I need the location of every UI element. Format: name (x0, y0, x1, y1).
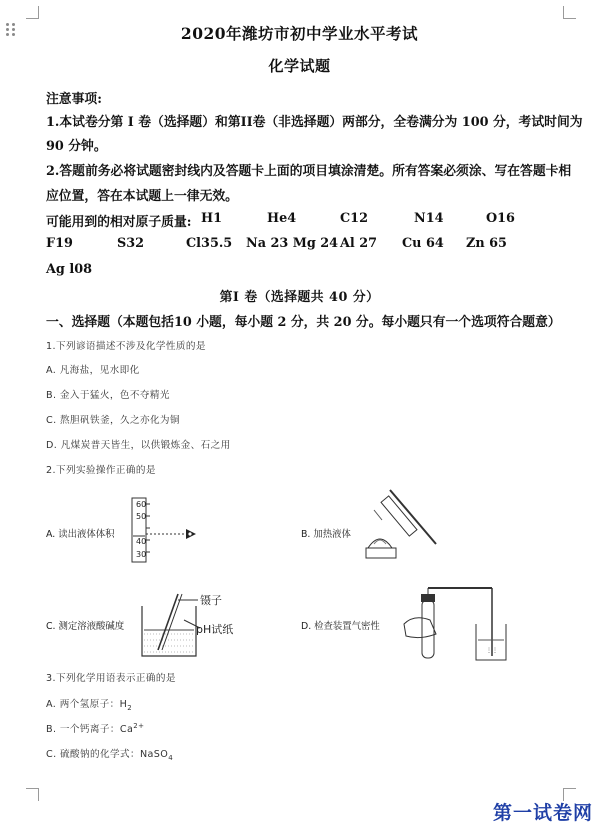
atomic-mass-zn: Zn 65 (466, 236, 507, 251)
question-2-option-a: A. 读出液体体积 (46, 529, 115, 540)
atomic-mass-c: C12 (340, 211, 368, 226)
question-2-stem: 2.下列实验操作正确的是 (46, 465, 156, 476)
note1-line1: 1.本试卷分第 I 卷（选择题）和第II卷（非选择题）两部分，全卷满分为 100 分，考试时间为 (46, 115, 583, 130)
subscript-2: 2 (127, 703, 133, 712)
question-2-option-c: C. 测定溶液酸碱度 (46, 621, 125, 632)
question-1-option-d: D. 凡煤炭普天皆生，以供锻炼金、石之用 (46, 440, 231, 451)
atomic-mass-h: H1 (201, 211, 222, 226)
crop-mark-top-right (563, 6, 576, 19)
question-2-option-d: D. 检查装置气密性 (301, 621, 380, 632)
cylinder-tick-50: 50 (136, 512, 147, 521)
crop-mark-bottom-left (26, 788, 39, 801)
question-2-option-b: B. 加热液体 (301, 529, 351, 540)
section-title: 第I 卷（选择题共 40 分） (219, 290, 380, 305)
note2-line2: 应位置，答在本试题上一律无效。 (46, 189, 238, 204)
atomic-mass-cu: Cu 64 (402, 236, 444, 251)
ph-paper-label: pH试纸 (196, 623, 234, 636)
question-1-option-a: A. 凡海盐，见水即化 (46, 365, 140, 376)
watermark-logo: 第一试卷网 (492, 802, 593, 824)
tweezers-label: 镊子 (200, 594, 222, 607)
cylinder-tick-60: 60 (136, 500, 147, 509)
airtightness-check-figure (400, 584, 510, 668)
svg-text:⋮⋮: ⋮⋮ (486, 647, 498, 654)
notes-heading: 注意事项: (46, 92, 102, 107)
heating-liquid-figure (360, 486, 450, 566)
crop-mark-top-left (26, 6, 39, 19)
question-3-option-b-text: B. 一个钙离子：Ca (46, 724, 134, 735)
question-1-option-b: B. 金入于猛火，色不夺精光 (46, 390, 170, 401)
cylinder-tick-30: 30 (136, 550, 147, 559)
question-1-option-c: C. 熬胆矾铁釜，久之亦化为铜 (46, 415, 180, 426)
question-3-option-c (46, 746, 173, 762)
atomic-mass-ag: Ag l08 (46, 262, 93, 277)
atomic-mass-s: S32 (117, 236, 145, 251)
atomic-mass-label: 可能用到的相对原子质量: (46, 215, 192, 230)
atomic-mass-n: N14 (414, 211, 444, 226)
note1-line2: 90 分钟。 (46, 139, 107, 154)
atomic-mass-f: F19 (46, 236, 73, 251)
atomic-mass-na-mg: Na 23 Mg 24 (246, 236, 339, 251)
exam-title: 2020年潍坊市初中学业水平考试 (180, 24, 419, 43)
subscript-4: 4 (168, 753, 174, 762)
atomic-mass-cl: Cl35.5 (186, 236, 233, 251)
question-1-stem: 1.下列谚语描述不涉及化学性质的是 (46, 341, 206, 352)
atomic-mass-he: He4 (267, 211, 297, 226)
superscript-charge: 2+ (133, 721, 145, 730)
atomic-mass-o: O16 (486, 211, 515, 226)
note2-line1: 2.答题前务必将试题密封线内及答题卡上面的项目填涂清楚。所有答案必须涂、写在答题卡相 (46, 164, 572, 179)
question-3-option-a (46, 696, 132, 712)
exam-subtitle: 化学试题 (268, 57, 331, 75)
cylinder-tick-40: 40 (136, 537, 147, 546)
question-3-stem: 3.下列化学用语表示正确的是 (46, 673, 176, 684)
question-3-option-c-text: C. 硫酸钠的化学式：NaSO (46, 749, 169, 760)
question-3-option-b (46, 721, 144, 735)
part-heading: 一、选择题（本题包括10 小题，每小题 2 分，共 20 分。每小题只有一个选项符合题意） (46, 315, 561, 330)
atomic-mass-al: Al 27 (340, 236, 378, 251)
question-3-option-a-text: A. 两个氢原子：H (46, 699, 128, 710)
